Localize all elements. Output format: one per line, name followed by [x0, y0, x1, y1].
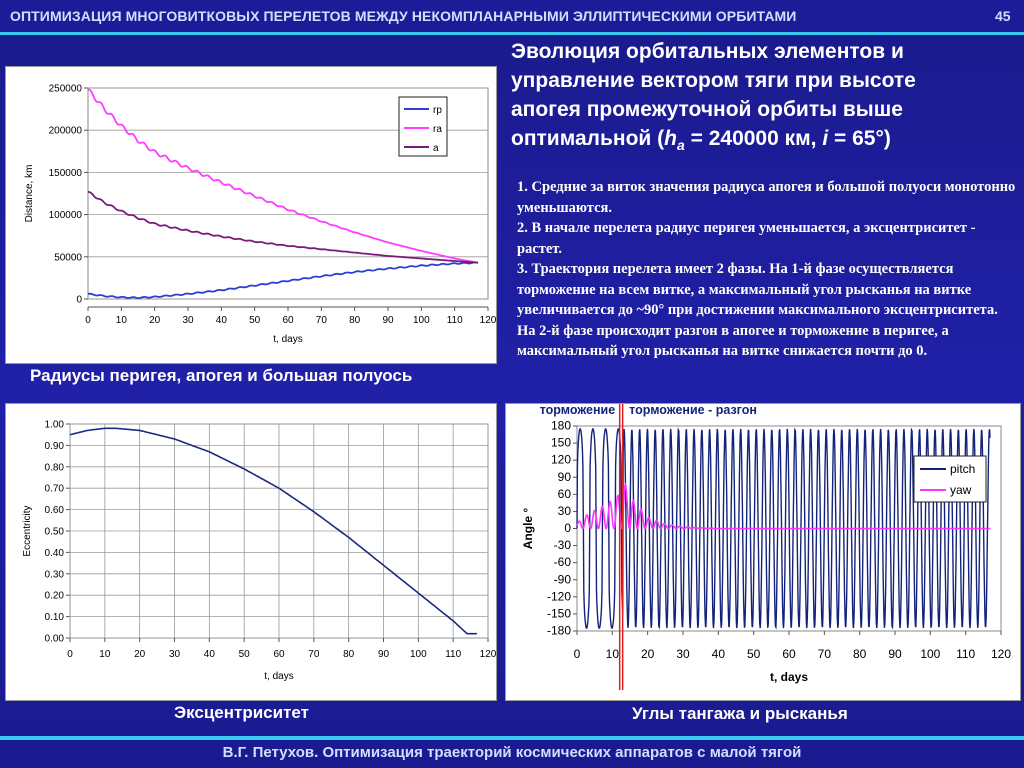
page-number: 45	[995, 8, 1011, 24]
y-tick-label: 0.30	[44, 569, 64, 581]
y-tick-label: 200000	[48, 125, 82, 137]
x-tick-label: 120	[479, 315, 496, 326]
y-tick-label: -180	[546, 623, 571, 638]
x-tick-label: 40	[215, 315, 227, 326]
note-3: 3. Траектория перелета имеет 2 фазы. На 1-й фазе осуществляется торможение на всем витке, а максимальный угол рысканья на витке увеличивается до ~90° при достижении максимального эксцентриситета. На 2-й фазе происходит разгон в апогее и торможение в перигее, а максимальный угол рысканья на витке снижается почти до 0.	[517, 261, 998, 359]
ecc-chart	[6, 404, 496, 700]
phase-label-braking-accel: торможение - разгон	[629, 404, 757, 417]
y-tick-label: 150000	[48, 167, 82, 179]
x-tick-label: 50	[249, 315, 261, 326]
y-tick-label: 0.80	[44, 462, 64, 474]
x-tick-label: 110	[956, 647, 976, 661]
x-tick-label: 60	[273, 649, 285, 660]
x-tick-label: 120	[479, 649, 496, 660]
x-tick-label: 80	[343, 649, 355, 660]
y-tick-label: 150	[550, 435, 571, 450]
x-tick-label: 40	[203, 649, 215, 660]
h-subscript: a	[676, 137, 685, 154]
x-tick-label: 110	[446, 315, 463, 326]
x-tick-label: 50	[746, 647, 761, 661]
h-symbol: h	[664, 127, 677, 150]
legend-label-rp: rp	[433, 105, 442, 116]
heading-line-1: Эволюция орбитальных элементов и	[511, 40, 904, 63]
heading-line-4	[511, 124, 1021, 160]
legend-label-pitch: pitch	[950, 462, 976, 476]
x-tick-label: 0	[67, 649, 73, 660]
x-tick-label: 90	[888, 647, 902, 661]
y-tick-label: 50000	[54, 252, 82, 264]
angles-chart-panel	[505, 403, 1021, 701]
y-tick-label: -120	[546, 589, 571, 604]
y-tick-label: 0.10	[44, 612, 64, 624]
y-tick-label: 0.60	[44, 505, 64, 517]
legend-label-a: a	[433, 143, 439, 154]
note-1: 1. Средние за виток значения радиуса апогея и большой полуоси монотонно уменьшаются.	[517, 179, 1016, 216]
y-tick-label: 0	[564, 521, 571, 535]
heading-line-3: апогея промежуточной орбиты выше	[511, 98, 903, 121]
y-tick-label: -30	[553, 538, 571, 553]
y-tick-label: 30	[557, 503, 571, 518]
y-axis-title: Eccentricity	[22, 505, 33, 557]
x-tick-label: 0	[573, 647, 581, 661]
radii-chart	[6, 67, 496, 363]
x-tick-label: 30	[168, 649, 181, 660]
i-symbol: i	[822, 127, 829, 150]
y-tick-label: 1.00	[44, 419, 64, 431]
x-tick-label: 90	[377, 649, 390, 660]
x-axis-title: t, days	[264, 671, 294, 682]
x-tick-label: 40	[711, 647, 726, 661]
y-tick-label: 0.50	[44, 526, 64, 538]
x-tick-label: 90	[382, 315, 394, 326]
heading-mid: = 240000 км,	[684, 127, 823, 150]
angles-caption: Углы тангажа и рысканья	[632, 704, 848, 723]
x-tick-label: 100	[920, 647, 941, 661]
heading-line-2: управление вектором тяги при высоте	[511, 69, 916, 92]
x-tick-label: 10	[99, 649, 111, 660]
x-tick-label: 100	[409, 649, 427, 660]
y-tick-label: 0.90	[44, 440, 64, 452]
x-tick-label: 50	[238, 649, 250, 660]
x-tick-label: 60	[782, 647, 796, 661]
radii-caption: Радиусы перигея, апогея и большая полуось	[30, 366, 413, 385]
heading-suffix: = 65°)	[828, 127, 891, 150]
x-tick-label: 30	[182, 315, 194, 326]
x-axis-title: t, days	[769, 670, 809, 684]
y-axis-title: Angle °	[521, 507, 535, 550]
y-tick-label: 0.40	[44, 547, 64, 559]
note-2: 2. В начале перелета радиус перигея уменьшается, а эксцентриситет - растет.	[517, 220, 976, 257]
y-tick-label: 100000	[48, 210, 82, 222]
x-tick-label: 80	[349, 315, 361, 326]
y-tick-label: 180	[550, 418, 571, 433]
y-tick-label: 0	[76, 294, 82, 306]
x-tick-label: 110	[445, 649, 462, 660]
slide-title: ОПТИМИЗАЦИЯ МНОГОВИТКОВЫХ ПЕРЕЛЕТОВ МЕЖДУ НЕКОМПЛАНАРНЫМИ ЭЛЛИПТИЧЕСКИМИ ОРБИТАМИ	[10, 8, 797, 24]
radii-chart-panel	[5, 66, 497, 364]
legend-label-yaw: yaw	[950, 483, 972, 497]
x-tick-label: 20	[134, 649, 146, 660]
notes-list	[517, 177, 1017, 362]
x-tick-label: 20	[640, 647, 655, 661]
y-tick-label: -90	[553, 572, 571, 587]
x-tick-label: 10	[605, 647, 620, 661]
slide-heading	[511, 37, 1021, 160]
y-tick-label: 90	[557, 469, 571, 484]
y-tick-label: 120	[550, 452, 571, 467]
y-tick-label: 0.00	[44, 633, 64, 645]
y-tick-label: 0.70	[44, 483, 64, 495]
x-tick-label: 0	[85, 315, 91, 326]
x-tick-label: 70	[817, 647, 832, 661]
x-tick-label: 70	[315, 315, 327, 326]
header-bar	[0, 0, 1024, 35]
y-tick-label: 0.20	[44, 590, 64, 602]
x-tick-label: 60	[282, 315, 294, 326]
y-tick-label: -60	[553, 555, 571, 570]
ecc-caption: Эксцентриситет	[174, 703, 309, 722]
phase-label-braking: торможение	[539, 404, 616, 417]
x-tick-label: 20	[149, 315, 161, 326]
x-tick-label: 80	[852, 647, 867, 661]
footer-divider	[0, 736, 1024, 740]
x-tick-label: 120	[990, 647, 1012, 661]
angles-chart	[506, 404, 1020, 700]
x-axis-title: t, days	[273, 334, 303, 345]
legend-label-ra: ra	[433, 124, 442, 135]
x-tick-label: 100	[412, 315, 430, 326]
y-tick-label: -150	[546, 606, 571, 621]
footer-text: В.Г. Петухов. Оптимизация траекторий космических аппаратов с малой тягой	[222, 744, 802, 761]
y-tick-label: 60	[557, 486, 571, 501]
x-tick-label: 70	[308, 649, 320, 660]
x-tick-label: 30	[676, 647, 690, 661]
y-axis-title: Distance, km	[24, 164, 35, 223]
ecc-chart-panel	[5, 403, 497, 701]
x-tick-label: 10	[115, 315, 127, 326]
y-tick-label: 250000	[48, 83, 82, 95]
heading-prefix: оптимальной (	[511, 127, 665, 150]
